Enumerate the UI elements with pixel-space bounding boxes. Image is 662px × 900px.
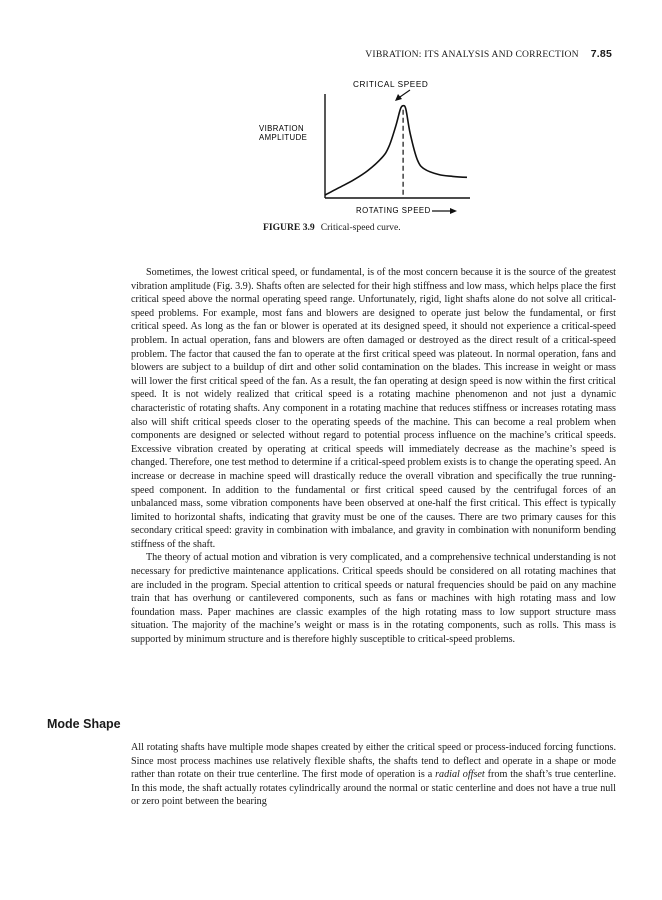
running-head [365,48,612,60]
vibration-amplitude-curve [325,106,467,195]
y-axis-label-line1: VIBRATION [259,124,305,133]
section-heading-mode-shape: Mode Shape [47,717,121,731]
critical-speed-figure [245,72,475,222]
body-text-top [131,266,616,647]
paragraph-mode-shape [131,741,616,809]
y-axis-label-line2: AMPLITUDE [259,133,308,142]
x-axis-arrow-head [450,208,457,214]
body-text-mode-shape [131,741,616,809]
figure-caption [263,222,401,233]
mode-shape-text-part2: from the shaft’s true centerline. In this mode, the shaft actually rotates cylindrically around the normal or static centerline and does not have a true null or zero point between the bearing [131,769,616,808]
figure-number: FIGURE 3.9 [263,222,315,233]
paragraph-critical-speeds: Sometimes, the lowest critical speed, or fundamental, is of the most concern because it is the source of the greatest vibration amplitude (Fig. 3.9). Shafts often are selected for their high stiffness and low mass, which helps place the first critical speed above the normal operating speed range. Unfortunately, rigid, light shafts alone do not solve all critical-speed problems. For example, most fans and blowers are designed to operate just below the fundamental, or first critical speed. As long as the fan or blower is operated at its designed speed, it should not experience a critical-speed problem. In actual operation, fans and blowers are often damaged or destroyed as the direct result of a critical-speed problem. The factor that caused the fan to operate at the first critical speed was plateout. In normal operation, fans and blowers are subject to a buildup of dirt and other solid contamination on the blades. This increase in weight or mass will lower the first critical speed of the fan. As a result, the fan operating at design speed is now within the first critical speed. It is not widely realized that critical speed is a rotating machine phenomenon and not just a dynamic characteristic of rotating shafts. Any component in a rotating machine that reduces stiffness or increases rotating mass also will shift critical speeds closer to the operating speeds of the machine. This can become a real problem when components are designed or selected without regard to potential process influence on the machine’s critical speeds. Excessive vibration created by operating at critical speeds will immediately decrease as the machine’s speed is changed. Therefore, one test method to determine if a critical-speed problem exists is to change the operating speed. An increase or decrease in machine speed will drastically reduce the overall vibration and specifically the true running-speed component. In addition to the fundamental or first critical speed caused by the centrifugal forces of an unbalanced mass, some vibration components have been observed at one-half the first critical. This effect is typically limited to horizontal shafts, indicating that gravity must be one of the causes. There are two primary causes for this secondary critical speed: gravity in combination with imbalance, and gravity in combination with nonuniform bending stiffness of the shaft. [131,267,616,550]
paragraph-theory: The theory of actual motion and vibration is very complicated, and a comprehensive technical understanding is not necessary for predictive maintenance applications. Critical speeds should be considered on all rotating machines that are included in the program. Special attention to critical speeds or natural frequencies should be paid on any machine train that has overhung or cantilevered components, such as fans or machines with high rotating mass and low foundation mass. Paper machines are classic examples of the high rotating mass to low support structure mass situation. The majority of the machine’s weight or mass is in the rotating components, such as rolls. This mass is supported by minimum structure and is therefore highly susceptible to critical-speed problems. [131,552,616,646]
page-number: 7.85 [590,48,612,60]
mode-shape-text-part1: All rotating shafts have multiple mode shapes created by either the critical speed or process-induced forcing functions. Since most process machines use relatively flexible shafts, the shafts tend to deflect and operate in a shape or mode rather than rotate on their true centerline. The first mode of operation is a [131,742,616,781]
figure-caption-text: Critical-speed curve. [320,222,401,233]
running-title: VIBRATION: ITS ANALYSIS AND CORRECTION [365,49,579,60]
x-axis-label: ROTATING SPEED [356,206,431,215]
critical-arrow-head [395,94,402,101]
critical-speed-chart [245,72,475,222]
chart-marks [325,106,467,198]
italic-term-radial-offset: radial offset [435,769,485,781]
critical-speed-label: CRITICAL SPEED [353,80,429,89]
